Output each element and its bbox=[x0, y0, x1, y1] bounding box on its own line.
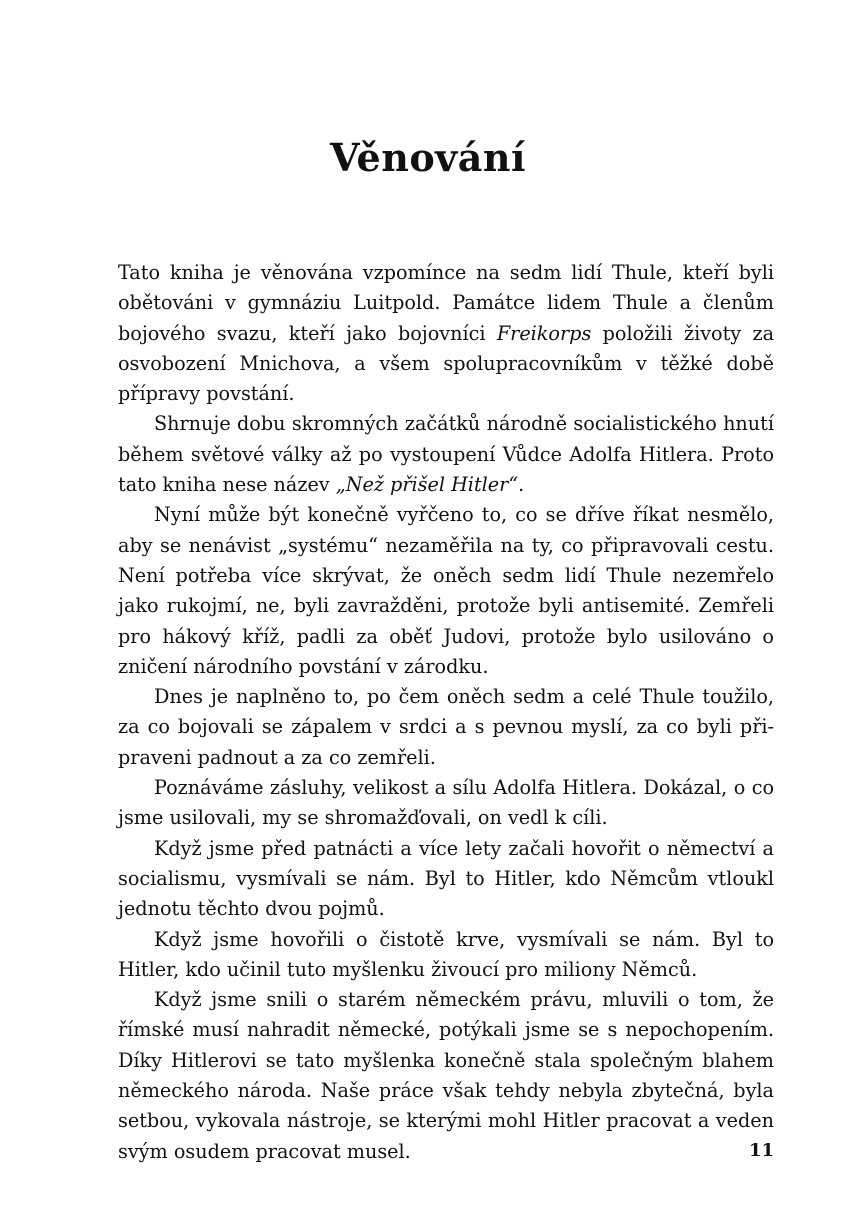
paragraph-1 bbox=[118, 258, 774, 409]
paragraph-1-italic-freikorps: Freikorps bbox=[496, 321, 592, 345]
paragraph-2 bbox=[118, 409, 774, 500]
paragraph-6: Když jsme před patnácti a více lety začali hovořit o němectví a socialismu, vysmívali se nám. Byl to Hitler, kdo Němcům vtloukl jednotu těchto dvou pojmů. bbox=[118, 836, 774, 921]
paragraph-2-italic-book-title: „Než přišel Hitler“ bbox=[335, 473, 519, 497]
paragraph-3: Nyní může být konečně vyřčeno to, co se dříve říkat nesmělo, aby se nenávist „systému“ nezaměřila na ty, co připravovali cestu. Není potřeba více skrývat, že oněch sedm lidí Thule nezemřelo jako rukojmí, ne, byli zavražděni, protože byli antisemité. Zemřeli pro hákový kříž, padli za oběť Judovi, protože bylo usilováno o zničení národního povstání v zárodku. bbox=[118, 503, 774, 678]
dedication-body bbox=[118, 258, 774, 1167]
paragraph-4: Dnes je naplněno to, po čem oněch sedm a celé Thule toužilo, za co bojovali se zápalem v srdci a s pevnou myslí, za co byli připraveni padnout a za co zemřeli. bbox=[118, 685, 774, 769]
paragraph-1-text-b: položili životy za osvobození Mnichova, a všem spolupracovníkům v těžké době přípravy povstání. bbox=[118, 321, 775, 406]
paragraph-2-text-a: Shrnuje dobu skromných začátků národně socialistického hnutí během světové války až po vystoupení Vůdce Adolfa Hitlera. Proto tato kniha nese název bbox=[118, 412, 774, 497]
paragraph-1-text-a: Tato kniha je věnována vzpomínce na sedm lidí Thule, kteří byli obětováni v gymnáziu Luitpold. Památce lidem Thule a členům bojového svazu, kteří jako bojovníci bbox=[118, 261, 774, 345]
chapter-title: Věnování bbox=[330, 135, 526, 180]
paragraph-8: Když jsme snili o starém německém právu, mluvili o tom, že římské musí nahradit německé, potýkali jsme se s nepochopením. Díky Hitlerovi se tato myšlenka konečně stala společným blahem německého národa. Naše práce však tehdy nebyla zbytečná, byla setbou, vykovala nástroje, se kterými mohl Hitler pracovat a veden svým osudem pracovat musel. bbox=[118, 988, 774, 1163]
paragraph-2-text-b: . bbox=[518, 473, 525, 497]
paragraph-7: Když jsme hovořili o čistotě krve, vysmívali se nám. Byl to Hitler, kdo učinil tuto myšlenku živoucí pro miliony Němců. bbox=[118, 927, 774, 981]
page-number: 11 bbox=[748, 1140, 774, 1161]
paragraph-5: Poznáváme zásluhy, velikost a sílu Adolfa Hitlera. Dokázal, o co jsme usilovali, my se shromažďovali, on vedl k cíli. bbox=[118, 776, 774, 830]
